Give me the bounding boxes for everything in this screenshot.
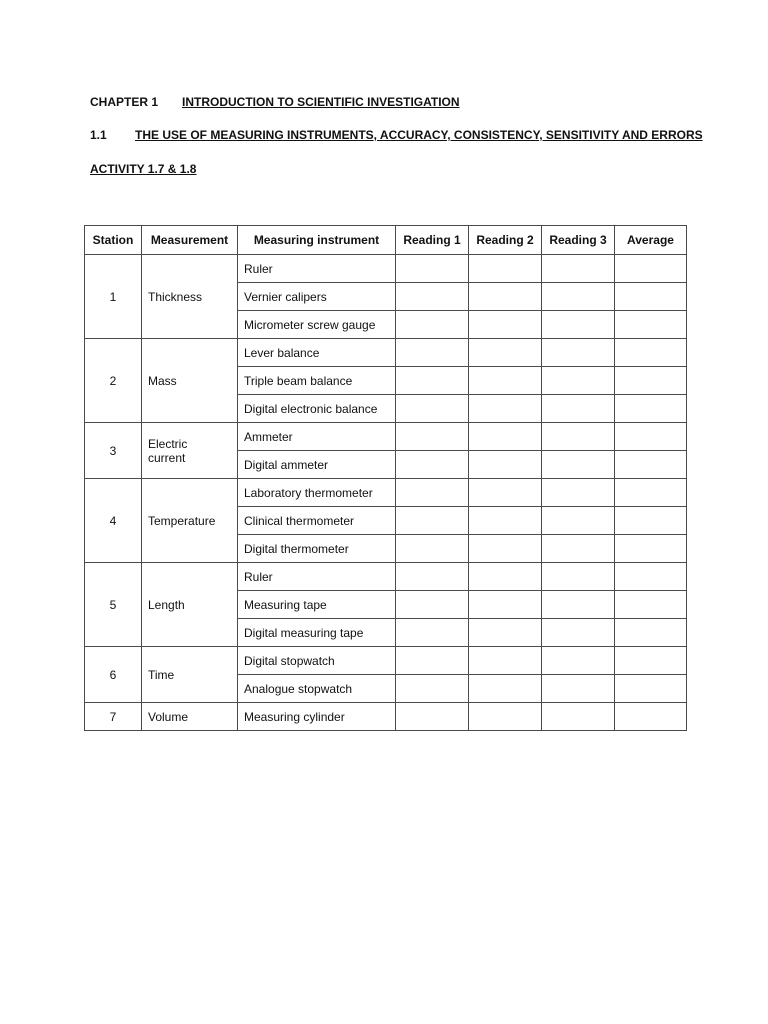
average-cell[interactable] [615,283,687,311]
instrument-cell: Digital measuring tape [238,619,396,647]
instrument-cell: Ammeter [238,423,396,451]
reading-3-cell[interactable] [542,479,615,507]
reading-2-cell[interactable] [469,451,542,479]
table-row [85,563,687,591]
table-row [85,255,687,283]
measurement-cell: Length [142,563,238,647]
station-cell: 2 [85,339,142,423]
reading-1-cell[interactable] [396,283,469,311]
instrument-cell: Vernier calipers [238,283,396,311]
column-header: Station [85,226,142,255]
reading-3-cell[interactable] [542,255,615,283]
instrument-cell: Digital stopwatch [238,647,396,675]
column-header: Reading 2 [469,226,542,255]
measurement-cell: Volume [142,703,238,731]
instrument-cell: Laboratory thermometer [238,479,396,507]
reading-2-cell[interactable] [469,535,542,563]
instrument-cell: Clinical thermometer [238,507,396,535]
reading-1-cell[interactable] [396,535,469,563]
instrument-cell: Triple beam balance [238,367,396,395]
average-cell[interactable] [615,423,687,451]
average-cell[interactable] [615,451,687,479]
station-cell: 3 [85,423,142,479]
reading-2-cell[interactable] [469,395,542,423]
section-number: 1.1 [90,128,107,142]
reading-3-cell[interactable] [542,563,615,591]
column-header: Reading 1 [396,226,469,255]
average-cell[interactable] [615,507,687,535]
table-header-row [85,226,687,255]
instrument-cell: Measuring tape [238,591,396,619]
reading-1-cell[interactable] [396,619,469,647]
measurement-cell: Time [142,647,238,703]
table-row [85,479,687,507]
reading-2-cell[interactable] [469,479,542,507]
measurement-cell: Thickness [142,255,238,339]
average-cell[interactable] [615,311,687,339]
reading-3-cell[interactable] [542,283,615,311]
reading-3-cell[interactable] [542,591,615,619]
reading-3-cell[interactable] [542,647,615,675]
reading-1-cell[interactable] [396,507,469,535]
instrument-cell: Micrometer screw gauge [238,311,396,339]
instrument-cell: Measuring cylinder [238,703,396,731]
column-header: Reading 3 [542,226,615,255]
reading-3-cell[interactable] [542,507,615,535]
chapter-heading [90,95,460,109]
section-title: THE USE OF MEASURING INSTRUMENTS, ACCURACY, CONSISTENCY, SENSITIVITY AND ERRORS [135,128,703,142]
reading-2-cell[interactable] [469,619,542,647]
reading-3-cell[interactable] [542,339,615,367]
reading-3-cell[interactable] [542,703,615,731]
reading-1-cell[interactable] [396,647,469,675]
reading-1-cell[interactable] [396,591,469,619]
column-header: Measuring instrument [238,226,396,255]
chapter-number: CHAPTER 1 [90,95,159,109]
instrument-cell: Ruler [238,563,396,591]
reading-3-cell[interactable] [542,311,615,339]
reading-3-cell[interactable] [542,619,615,647]
reading-2-cell[interactable] [469,367,542,395]
reading-3-cell[interactable] [542,535,615,563]
station-cell: 5 [85,563,142,647]
reading-3-cell[interactable] [542,675,615,703]
instrument-cell: Lever balance [238,339,396,367]
instrument-cell: Digital ammeter [238,451,396,479]
station-cell: 6 [85,647,142,703]
reading-3-cell[interactable] [542,395,615,423]
average-cell[interactable] [615,367,687,395]
reading-2-cell[interactable] [469,675,542,703]
reading-2-cell[interactable] [469,311,542,339]
table-row [85,703,687,731]
average-cell[interactable] [615,591,687,619]
reading-1-cell[interactable] [396,255,469,283]
average-cell[interactable] [615,647,687,675]
average-cell[interactable] [615,479,687,507]
average-cell[interactable] [615,339,687,367]
reading-2-cell[interactable] [469,423,542,451]
reading-2-cell[interactable] [469,339,542,367]
reading-1-cell[interactable] [396,339,469,367]
activity-heading: ACTIVITY 1.7 & 1.8 [90,162,197,176]
reading-2-cell[interactable] [469,647,542,675]
reading-1-cell[interactable] [396,451,469,479]
reading-2-cell[interactable] [469,255,542,283]
average-cell[interactable] [615,563,687,591]
column-header: Measurement [142,226,238,255]
table-body [85,255,687,731]
reading-1-cell[interactable] [396,703,469,731]
instrument-cell: Analogue stopwatch [238,675,396,703]
table-row [85,423,687,451]
reading-1-cell[interactable] [396,675,469,703]
reading-1-cell[interactable] [396,311,469,339]
average-cell[interactable] [615,619,687,647]
average-cell[interactable] [615,535,687,563]
average-cell[interactable] [615,395,687,423]
measurement-cell: Temperature [142,479,238,563]
reading-1-cell[interactable] [396,423,469,451]
instrument-cell: Digital electronic balance [238,395,396,423]
reading-1-cell[interactable] [396,367,469,395]
reading-2-cell[interactable] [469,283,542,311]
average-cell[interactable] [615,703,687,731]
measurement-cell: Mass [142,339,238,423]
reading-2-cell[interactable] [469,563,542,591]
measurement-table [84,225,687,731]
table-row [85,647,687,675]
reading-1-cell[interactable] [396,479,469,507]
reading-2-cell[interactable] [469,703,542,731]
station-cell: 1 [85,255,142,339]
station-cell: 4 [85,479,142,563]
section-heading [90,128,703,142]
average-cell[interactable] [615,675,687,703]
reading-1-cell[interactable] [396,395,469,423]
measurement-cell: Electric current [142,423,238,479]
instrument-cell: Ruler [238,255,396,283]
average-cell[interactable] [615,255,687,283]
reading-2-cell[interactable] [469,591,542,619]
reading-3-cell[interactable] [542,367,615,395]
reading-2-cell[interactable] [469,507,542,535]
reading-1-cell[interactable] [396,563,469,591]
chapter-title: INTRODUCTION TO SCIENTIFIC INVESTIGATION [182,95,460,109]
table-row [85,339,687,367]
column-header: Average [615,226,687,255]
reading-3-cell[interactable] [542,451,615,479]
station-cell: 7 [85,703,142,731]
reading-3-cell[interactable] [542,423,615,451]
instrument-cell: Digital thermometer [238,535,396,563]
